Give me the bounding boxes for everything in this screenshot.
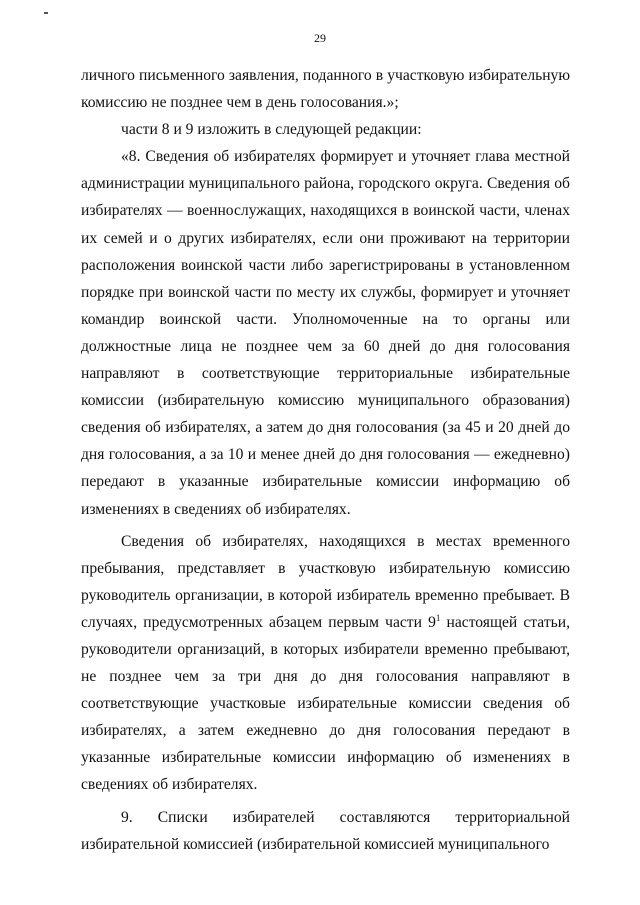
paragraph-continuation: личного письменного заявления, поданного в участковую избирательную комиссию не позднее чем в день голосования.»;	[81, 67, 570, 112]
paragraph-temporary-stay	[81, 528, 570, 799]
paragraph-part-8: «8. Сведения об избирателях формирует и уточняет глава местной администрации муниципального района, городского округа. Сведения об избирателях — военнослужащих, находящихся в воинской части, членах их семей и о других избирателях, если они проживают на территории расположения воинской части либо зарегистрированы в установленном порядке при воинской части по месту их службы, формирует и уточняет командир воинской части. Уполномоченные на то органы или должностные лица не позднее чем за 60 дней до дня голосования направляют в соответствующие территориальные избирательные комиссии (избирательную комиссию муниципального образования) сведения об избирателях, а затем до дня голосования (за 45 и 20 дней до дня голосования, а за 10 и менее дней до дня голосования — ежедневно) передают в указанные избирательные комиссии информацию об изменениях в сведениях об избирателях.	[81, 148, 570, 518]
page-number: 29	[314, 31, 326, 45]
paragraph-temporary-stay-text-before: Сведения об избирателях, находящихся в местах временного пребывания, представляет в участковую избирательную комиссию руководитель организации, в которой избиратель временно пребывает. В случаях, предусмотренных абзацем первым части 9	[81, 532, 570, 631]
scan-mark	[44, 12, 48, 14]
superscript-index: 1	[435, 612, 441, 623]
paragraph-amendment-intro: части 8 и 9 изложить в следующей редакции:	[121, 121, 422, 139]
document-body	[81, 62, 570, 858]
paragraph-part-9: 9. Списки избирателей составляются территориальной избирательной комиссией (избирательной комиссией муниципального	[81, 808, 570, 853]
paragraph-temporary-stay-text-after: настоящей статьи, руководители организаций, в которых избиратели временно пребывают, не позднее чем за три дня до дня голосования направляют в соответствующие участковые избирательные комиссии сведения об избирателях, а затем ежедневно до дня голосования передают в указанные избирательные комиссии информацию об изменениях в сведениях об избирателях.	[81, 613, 570, 794]
